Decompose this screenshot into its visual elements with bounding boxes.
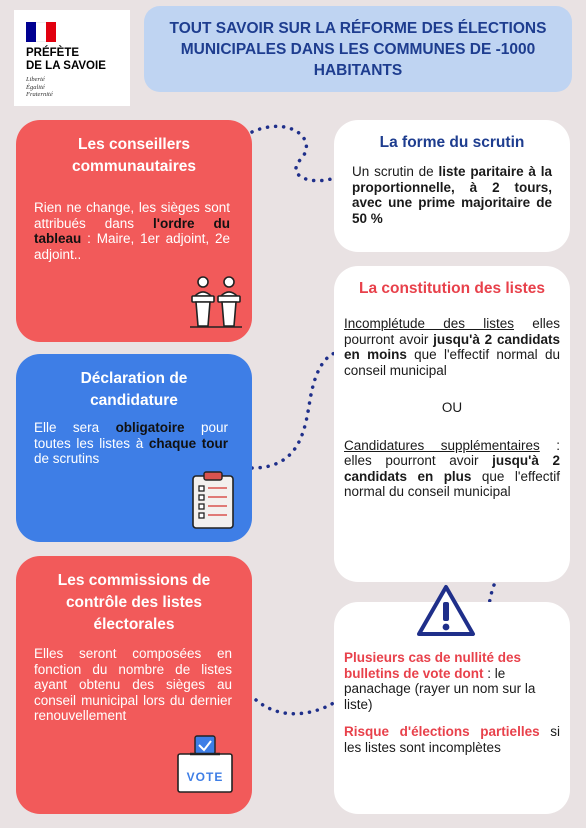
card-title: La forme du scrutin <box>379 134 525 151</box>
constitution-paragraph-2: Candidatures supplémentaires : elles pourront avoir jusqu'à 2 candidats en plus que l'effectif normal du conseil municipal <box>344 437 560 499</box>
nullite-paragraph-2: Risque d'élections partielles si les listes sont incomplètes <box>344 724 560 755</box>
card-title: La constitution des listes <box>358 280 546 297</box>
vote-label: VOTE <box>186 770 224 784</box>
card-text: Elle sera obligatoire pour toutes les listes à chaque tour de scrutins <box>34 420 228 466</box>
ballot-box-icon <box>176 734 234 794</box>
page-title: TOUT SAVOIR SUR LA RÉFORME DES ÉLECTIONS MUNICIPALES DANS LES COMMUNES DE -1000 HABITANTS <box>169 19 547 79</box>
card-title: Les commissions de contrôle des listes électorales <box>57 572 211 633</box>
card-declaration <box>16 354 252 542</box>
card-commissions <box>16 556 252 814</box>
logo-title: PRÉFÈTE DE LA SAVOIE <box>26 47 106 72</box>
card-forme-scrutin <box>334 120 570 252</box>
card-conseillers <box>16 120 252 342</box>
prefecture-logo <box>14 10 130 106</box>
card-title: Déclaration de candidature <box>80 370 188 409</box>
clipboard-icon <box>190 470 236 530</box>
french-flag-icon <box>26 22 56 42</box>
constitution-paragraph-1: Incomplétude des listes elles pourront avoir jusqu'à 2 candidats en moins que l'effectif normal du conseil municipal <box>344 316 561 378</box>
page-header <box>144 6 572 92</box>
warning-icon <box>416 584 476 638</box>
card-title: Les conseillers communautaires <box>71 136 197 175</box>
card-text: Un scrutin de liste paritaire à la proportionnelle, à 2 tours, avec une prime majoritaire de 50 % <box>352 164 552 226</box>
card-constitution <box>334 266 570 582</box>
podium-icon <box>186 274 246 330</box>
nullite-paragraph-1: Plusieurs cas de nullité des bulletins de vote dont : le panachage (rayer un nom sur la liste) <box>344 650 536 712</box>
card-text: Elles seront composées en fonction du nombre de listes ayant obtenu des sièges au conseil municipal lors du dernier renouvellement <box>34 646 232 723</box>
logo-motto: Liberté Égalité Fraternité <box>26 76 53 98</box>
card-text: Rien ne change, les sièges sont attribués dans l'ordre du tableau : Maire, 1er adjoint, 2e adjoint.. <box>34 200 230 262</box>
or-separator: OU <box>441 400 463 415</box>
